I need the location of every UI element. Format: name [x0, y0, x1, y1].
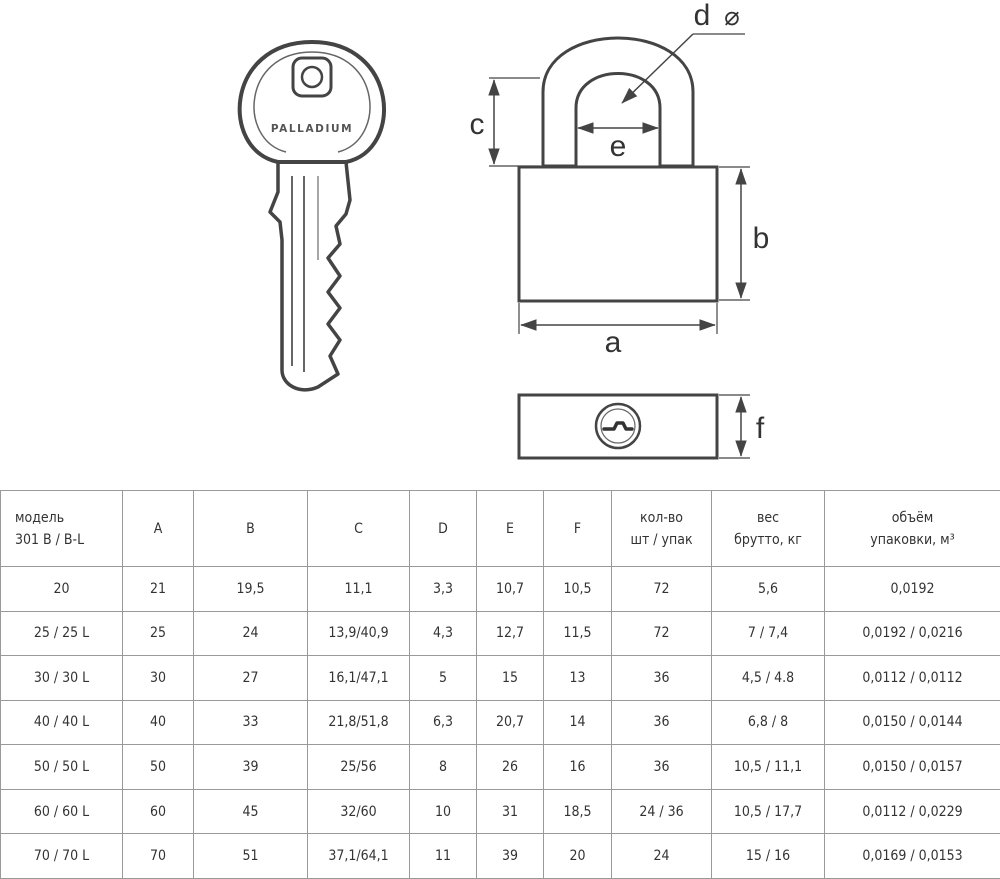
dim-label-a: a	[604, 326, 622, 359]
table-cell: 10,7	[477, 567, 544, 612]
table-cell: 16,1/47,1	[308, 656, 410, 701]
table-cell: 0,0192	[825, 567, 1000, 612]
table-cell: 3,3	[410, 567, 477, 612]
table-cell: 11	[410, 834, 477, 879]
table-cell: 70 / 70 L	[1, 834, 123, 879]
header-volume: объём упаковки, м³	[825, 491, 1000, 567]
table-cell: 50 / 50 L	[1, 745, 123, 790]
header-e: E	[477, 491, 544, 567]
dim-label-c: c	[469, 108, 485, 141]
table-cell: 40 / 40 L	[1, 700, 123, 745]
table-cell: 0,0192 / 0,0216	[825, 611, 1000, 656]
table-cell: 27	[194, 656, 308, 701]
table-cell: 72	[612, 611, 712, 656]
table-cell: 8	[410, 745, 477, 790]
table-cell: 16	[544, 745, 612, 790]
table-cell: 36	[612, 745, 712, 790]
table-cell: 20,7	[477, 700, 544, 745]
table-cell: 50	[123, 745, 194, 790]
table-row	[1, 834, 1000, 879]
table-cell: 19,5	[194, 567, 308, 612]
header-b: B	[194, 491, 308, 567]
table-cell: 40	[123, 700, 194, 745]
table-cell: 11,1	[308, 567, 410, 612]
table-cell: 4,3	[410, 611, 477, 656]
table-cell: 0,0150 / 0,0144	[825, 700, 1000, 745]
header-d: D	[410, 491, 477, 567]
table-cell: 4,5 / 4.8	[712, 656, 825, 701]
table-row	[1, 700, 1000, 745]
table-cell: 32/60	[308, 789, 410, 834]
table-cell: 15 / 16	[712, 834, 825, 879]
padlock-body	[519, 167, 717, 301]
table-cell: 24 / 36	[612, 789, 712, 834]
table-cell: 10,5 / 11,1	[712, 745, 825, 790]
table-row	[1, 656, 1000, 701]
dim-label-e: e	[609, 130, 627, 163]
table-cell: 14	[544, 700, 612, 745]
header-quantity: кол-во шт / упак	[612, 491, 712, 567]
dim-label-f: f	[755, 412, 765, 445]
spec-table	[0, 490, 1000, 879]
table-row	[1, 567, 1000, 612]
table-cell: 26	[477, 745, 544, 790]
table-cell: 25 / 25 L	[1, 611, 123, 656]
key-hole-icon	[293, 58, 331, 96]
table-cell: 12,7	[477, 611, 544, 656]
table-cell: 33	[194, 700, 308, 745]
keyhole-icon	[596, 404, 640, 448]
table-row	[1, 789, 1000, 834]
padlock-bottom-view	[519, 395, 765, 458]
table-cell: 0,0112 / 0,0112	[825, 656, 1000, 701]
table-cell: 36	[612, 656, 712, 701]
table-cell: 21	[123, 567, 194, 612]
table-cell: 24	[194, 611, 308, 656]
table-header-row	[1, 491, 1000, 567]
table-cell: 24	[612, 834, 712, 879]
dim-label-b: b	[752, 222, 770, 255]
table-cell: 60 / 60 L	[1, 789, 123, 834]
key-illustration	[240, 42, 384, 390]
table-cell: 25/56	[308, 745, 410, 790]
table-cell: 30 / 30 L	[1, 656, 123, 701]
table-cell: 31	[477, 789, 544, 834]
table-cell: 20	[1, 567, 123, 612]
table-cell: 10	[410, 789, 477, 834]
table-cell: 72	[612, 567, 712, 612]
table-cell: 6,3	[410, 700, 477, 745]
diameter-symbol: ⌀	[724, 1, 740, 31]
table-cell: 60	[123, 789, 194, 834]
table-cell: 45	[194, 789, 308, 834]
table-cell: 39	[194, 745, 308, 790]
table-cell: 25	[123, 611, 194, 656]
header-model: модель 301 B / B-L	[1, 491, 123, 567]
header-f: F	[544, 491, 612, 567]
table-cell: 51	[194, 834, 308, 879]
key-blade	[270, 162, 350, 390]
table-cell: 21,8/51,8	[308, 700, 410, 745]
table-cell: 11,5	[544, 611, 612, 656]
table-cell: 0,0169 / 0,0153	[825, 834, 1000, 879]
table-row	[1, 611, 1000, 656]
key-bow	[240, 42, 384, 162]
table-cell: 6,8 / 8	[712, 700, 825, 745]
table-cell: 36	[612, 700, 712, 745]
padlock-front	[470, 0, 770, 359]
header-c: C	[308, 491, 410, 567]
table-cell: 13,9/40,9	[308, 611, 410, 656]
table-cell: 18,5	[544, 789, 612, 834]
table-cell: 70	[123, 834, 194, 879]
table-cell: 0,0150 / 0,0157	[825, 745, 1000, 790]
dim-label-d: d	[693, 0, 711, 32]
table-cell: 0,0112 / 0,0229	[825, 789, 1000, 834]
header-weight: вес брутто, кг	[712, 491, 825, 567]
table-cell: 15	[477, 656, 544, 701]
table-cell: 10,5	[544, 567, 612, 612]
table-cell: 10,5 / 17,7	[712, 789, 825, 834]
table-cell: 5,6	[712, 567, 825, 612]
table-row	[1, 745, 1000, 790]
table-cell: 30	[123, 656, 194, 701]
key-brand: PALLADIUM	[270, 123, 354, 135]
table-cell: 5	[410, 656, 477, 701]
table-cell: 7 / 7,4	[712, 611, 825, 656]
table-cell: 37,1/64,1	[308, 834, 410, 879]
header-a: A	[123, 491, 194, 567]
table-cell: 39	[477, 834, 544, 879]
table-cell: 20	[544, 834, 612, 879]
table-cell: 13	[544, 656, 612, 701]
